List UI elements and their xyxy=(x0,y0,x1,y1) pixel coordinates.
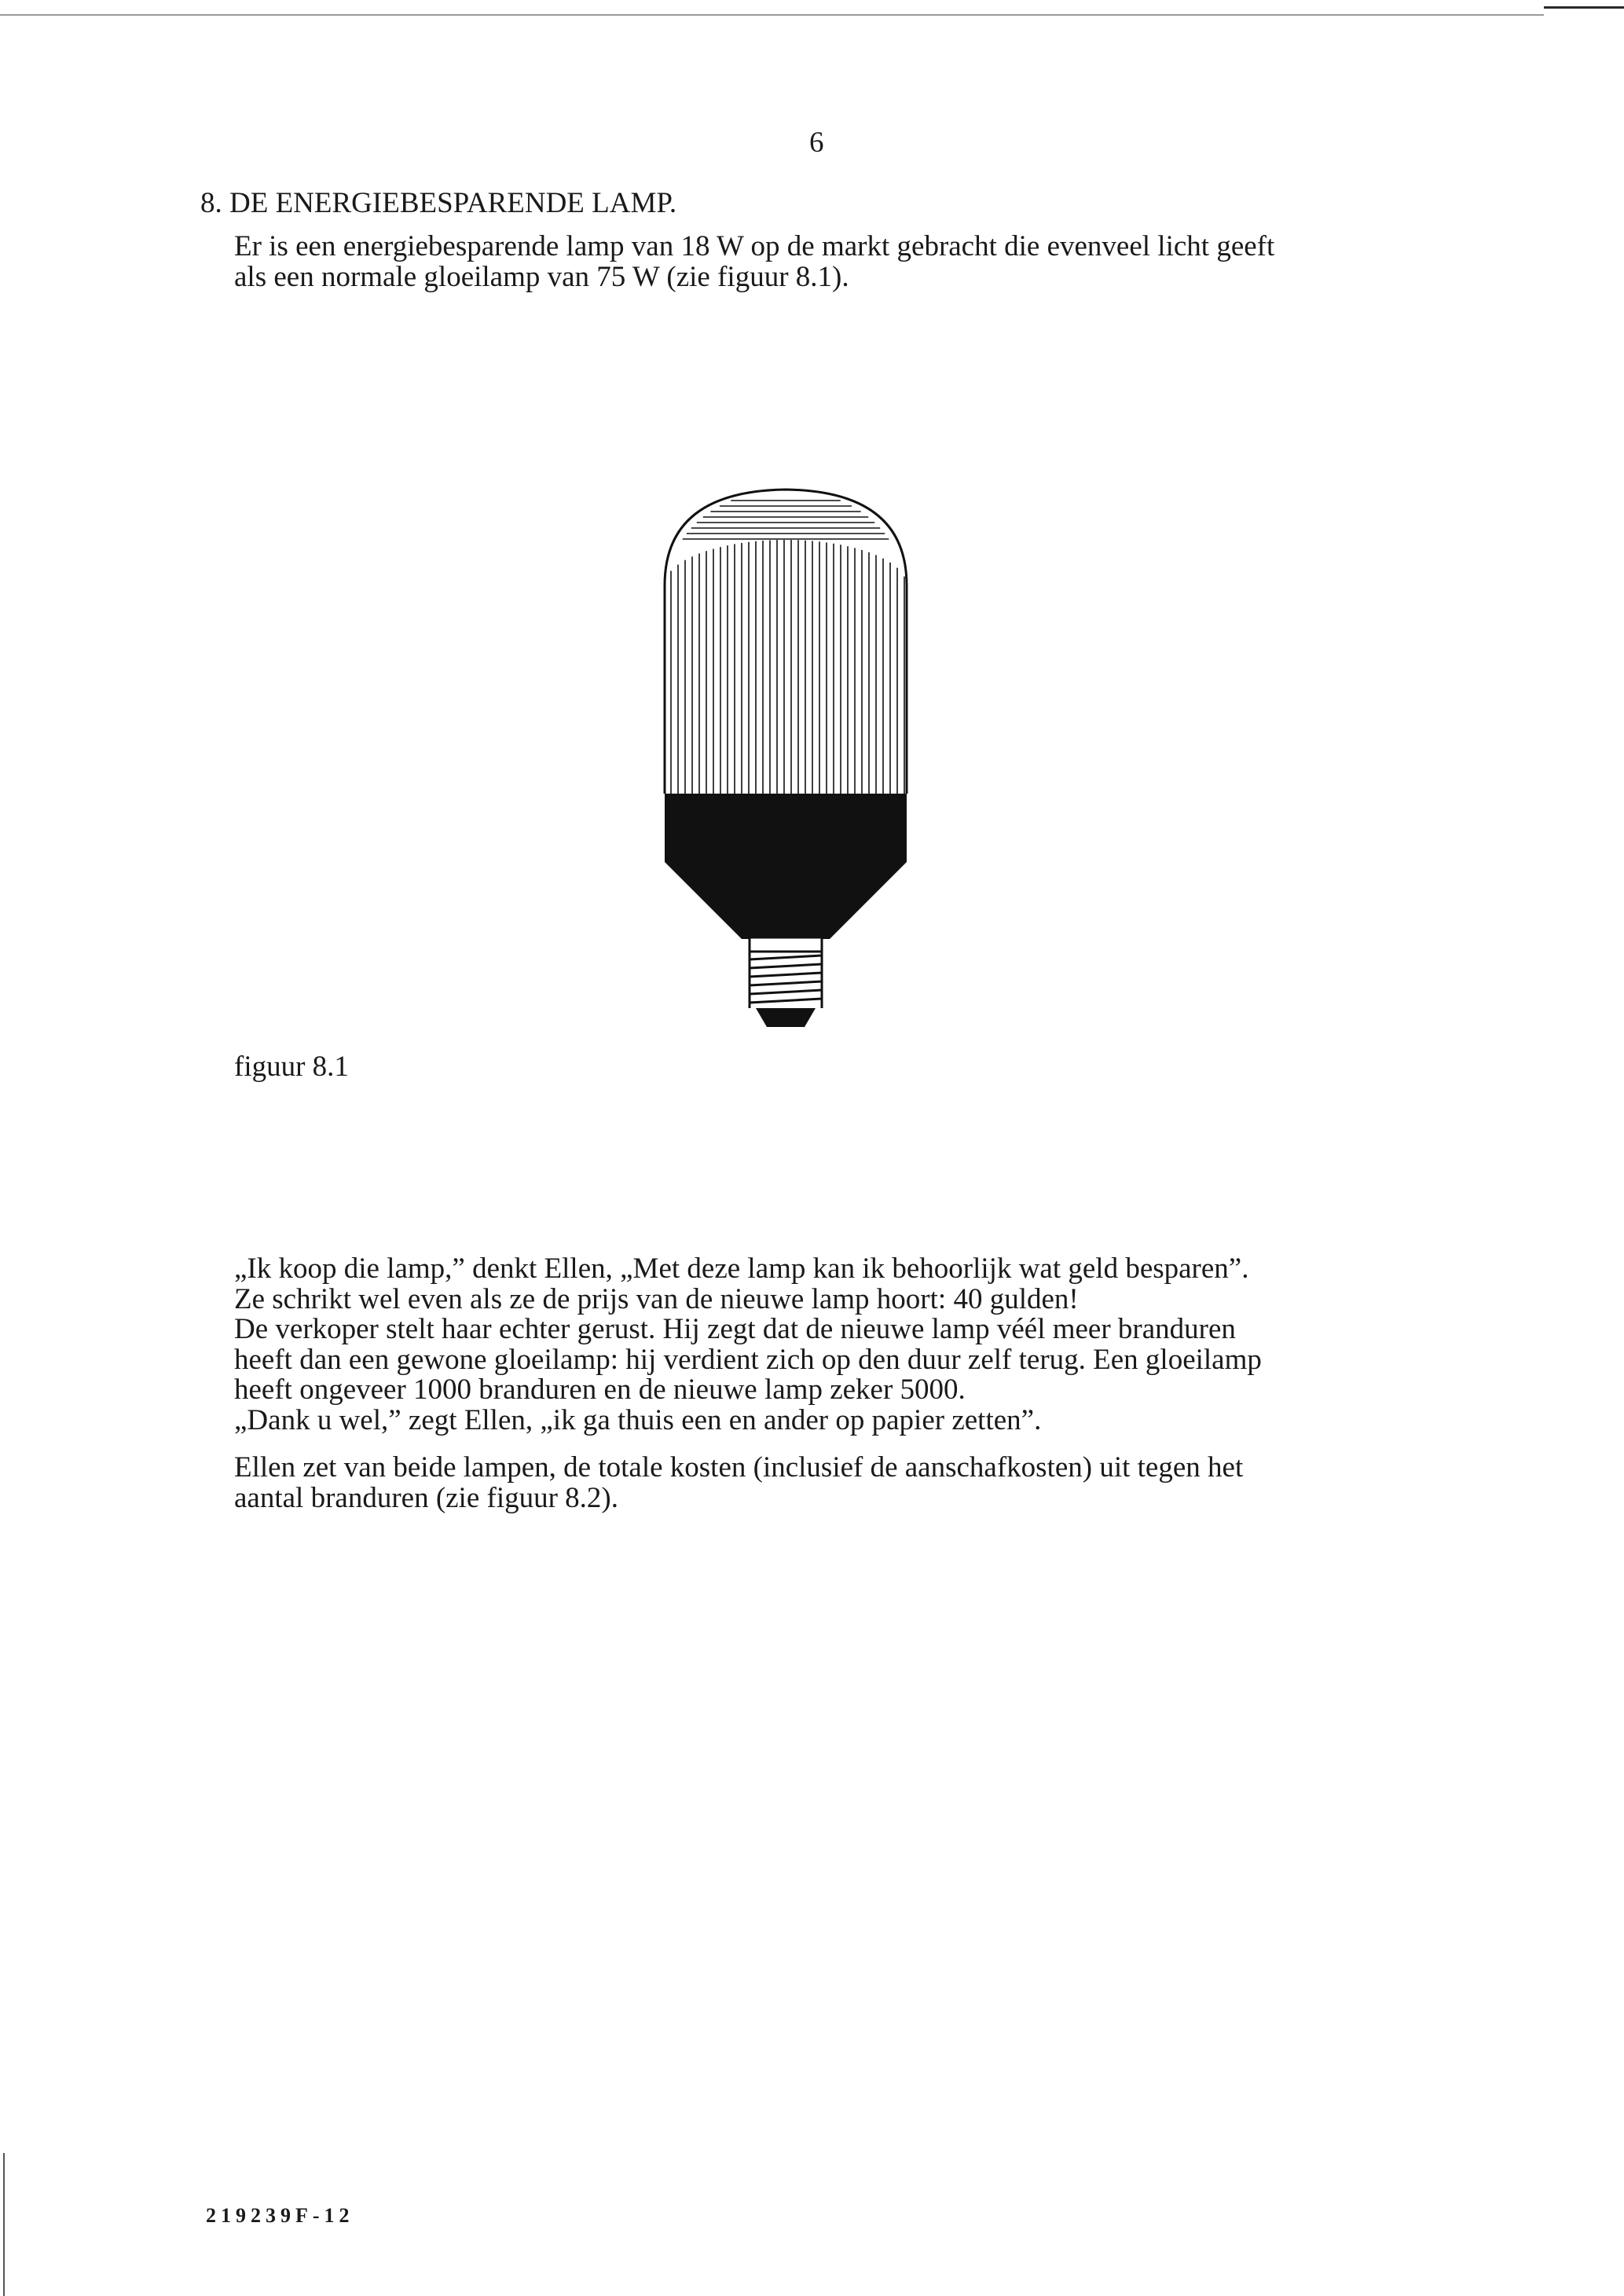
lamp-thread-line xyxy=(750,964,822,968)
figure-caption: figuur 8.1 xyxy=(234,1051,349,1083)
lamp-cap-lines xyxy=(683,501,889,539)
story-paragraph xyxy=(234,1254,1413,1436)
section-heading: 8. DE ENERGIEBESPARENDE LAMP. xyxy=(200,187,677,219)
document-code: 219239F-12 xyxy=(206,2204,354,2227)
conclusion-line: aantal branduren (zie figuur 8.2). xyxy=(234,1481,619,1514)
conclusion-paragraph xyxy=(234,1453,1413,1513)
lamp-thread-line xyxy=(750,990,822,994)
lamp-contact-tip xyxy=(756,1008,816,1027)
scan-edge-line xyxy=(3,2153,5,2296)
top-rule-mark xyxy=(1544,6,1624,9)
conclusion-line: Ellen zet van beide lampen, de totale kosten (inclusief de aanschafkosten) uit tegen het xyxy=(234,1451,1244,1484)
lamp-thread-line xyxy=(750,973,822,977)
lamp-thread-line xyxy=(750,999,822,1003)
lamp-ribs xyxy=(671,540,904,794)
intro-line: Er is een energiebesparende lamp van 18 W op de markt gebracht die evenveel licht geeft xyxy=(234,230,1275,262)
lamp-base-collar xyxy=(750,937,822,952)
lamp-thread-line xyxy=(750,981,822,985)
intro-line: als een normale gloeilamp van 75 W (zie figuur 8.1). xyxy=(234,260,849,293)
lamp-thread-line xyxy=(750,955,822,959)
story-line: „Dank u wel,” zegt Ellen, „ik ga thuis een en ander op papier zetten”. xyxy=(234,1403,1042,1436)
energy-saving-lamp-illustration xyxy=(660,483,911,1033)
story-line: De verkoper stelt haar echter gerust. Hij zegt dat de nieuwe lamp véél meer branduren xyxy=(234,1313,1236,1345)
story-line: Ze schrikt wel even als ze de prijs van de nieuwe lamp hoort: 40 gulden! xyxy=(234,1282,1079,1315)
top-rule xyxy=(0,14,1544,16)
story-line: heeft dan een gewone gloeilamp: hij verdient zich op den duur zelf terug. Een gloeilamp xyxy=(234,1343,1262,1376)
lamp-neck xyxy=(665,862,907,939)
lamp-screw-thread xyxy=(750,955,822,1003)
page-number: 6 xyxy=(809,127,824,159)
story-line: „Ik koop die lamp,” denkt Ellen, „Met deze lamp kan ik behoorlijk wat geld besparen”. xyxy=(234,1253,1249,1285)
intro-paragraph xyxy=(234,232,1413,292)
lamp-black-band xyxy=(665,794,907,862)
lamp-outline xyxy=(665,490,907,794)
story-line: heeft ongeveer 1000 branduren en de nieuwe lamp zeker 5000. xyxy=(234,1374,966,1406)
